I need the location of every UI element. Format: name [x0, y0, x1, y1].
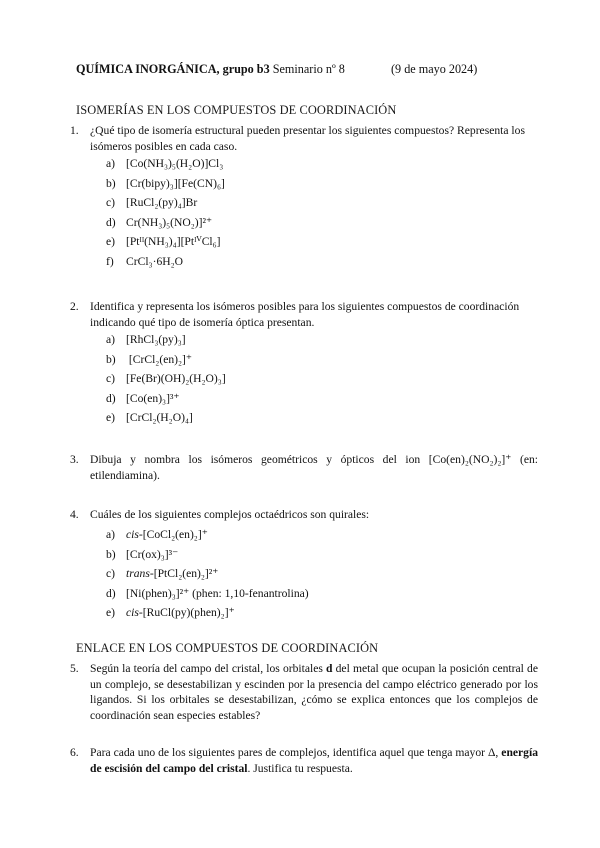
list-item [106, 389, 226, 409]
question-text-part: Para cada uno de los siguientes pares de complejos, identifica aquel que tenga mayor Δ, [90, 746, 502, 759]
list-item [106, 584, 309, 604]
question-text: Identifica y representa los isómeros posibles para los siguientes compuestos de coordinación indicando qué tipo de isomería óptica presentan. [90, 300, 520, 329]
item-formula: CrCl₃·6H₂O [126, 254, 184, 268]
list-item [106, 232, 225, 252]
question-text-bold: d [326, 662, 333, 675]
item-prefix: cis [126, 606, 139, 620]
list-item [106, 330, 226, 350]
list-item [106, 350, 226, 370]
question-2-items [106, 330, 226, 428]
question-number: 5. [70, 662, 79, 675]
question-1-items [106, 154, 225, 272]
item-formula: [Cr(ox)₃]³⁻ [126, 547, 179, 561]
item-label: a) [106, 157, 116, 170]
question-2 [70, 299, 538, 330]
item-label: e) [106, 606, 116, 620]
question-text: Cuáles de los siguientes complejos octaédricos son quirales: [90, 508, 370, 521]
item-formula: [Co(en)₃]³⁺ [126, 391, 180, 405]
question-number: 3. [70, 453, 79, 466]
question-text: ¿Qué tipo de isomería estructural pueden presentar los siguientes compuestos? Representa los isómeros posibles en cada caso. [90, 124, 525, 153]
item-label: c) [106, 372, 116, 386]
list-item [106, 213, 225, 233]
item-formula: [RuCl₂(py)₄]Br [126, 196, 198, 210]
question-1 [70, 123, 538, 154]
question-4 [70, 507, 538, 523]
item-formula: [Fe(Br)(OH)₂(H₂O)₃] [126, 372, 226, 386]
list-item [106, 603, 309, 623]
item-formula: [CrCl₂(H₂O)₄] [126, 411, 193, 425]
item-label: c) [106, 196, 116, 210]
item-label: b) [106, 352, 116, 366]
item-formula: -[RuCl(py)(phen)₂]⁺ [138, 606, 235, 620]
item-formula: [RhCl₃(py)₃] [126, 333, 186, 346]
item-formula: [CrCl₂(en)₂]⁺ [126, 352, 193, 366]
item-label: b) [106, 547, 116, 561]
item-label: e) [106, 411, 116, 425]
question-number: 6. [70, 746, 79, 759]
item-formula: [Co(NH₃)₅(H₂O)]Cl₃ [126, 157, 224, 170]
question-number: 1. [70, 124, 79, 137]
seminar-label: Seminario nº 8 [269, 62, 345, 76]
question-4-items [106, 525, 309, 623]
list-item [106, 525, 309, 545]
item-formula: [Ni(phen)₃]²⁺ (phen: 1,10-fenantrolina) [126, 586, 309, 600]
question-text: Dibuja y nombra los isómeros geométricos y ópticos del ion [Co(en)₂(NO₂)₂]⁺ (en: etilendiamina). [90, 453, 538, 482]
question-text [90, 661, 538, 723]
list-item [106, 252, 225, 272]
list-item [106, 408, 226, 428]
question-number: 2. [70, 300, 79, 313]
question-text [90, 745, 538, 776]
header-date: (9 de mayo 2024) [391, 62, 478, 76]
question-text-part: del metal que ocupan la posición central de un complejo, se desestabilizan y escinden por la presencia del campo eléctrico generado por los ligandos. Si los orbitales se desestabilizan, ¿cómo se explica entonces que los complejos de coordinación sean especies estables? [90, 662, 538, 722]
item-label: e) [106, 235, 116, 249]
list-item [106, 369, 226, 389]
item-formula: -[PtCl₂(en)₂]²⁺ [149, 567, 219, 581]
list-item [106, 193, 225, 213]
item-formula: [Cr(bipy)₃][Fe(CN)₆] [126, 176, 225, 190]
item-formula: Cr(NH₃)₅(NO₂)]²⁺ [126, 215, 213, 229]
item-formula: -[CoCl₂(en)₂]⁺ [138, 528, 208, 541]
course-title: QUÍMICA INORGÁNICA, grupo b3 [76, 62, 270, 76]
item-label: a) [106, 333, 116, 346]
item-label: d) [106, 586, 116, 600]
page-header [76, 62, 478, 77]
item-formula: [Ptᴵᴵ(NH₃)₄][PtᴵⱽCl₆] [126, 235, 221, 249]
question-number: 4. [70, 508, 79, 521]
item-label: f) [106, 254, 114, 268]
item-prefix: trans [126, 567, 150, 581]
list-item [106, 545, 309, 565]
list-item [106, 154, 225, 174]
question-text-part: . Justifica tu respuesta. [247, 761, 353, 775]
list-item [106, 174, 225, 194]
question-6 [70, 745, 538, 776]
item-label: a) [106, 528, 116, 541]
item-label: b) [106, 176, 116, 190]
question-5 [70, 661, 538, 723]
section-title-enlace: ENLACE EN LOS COMPUESTOS DE COORDINACIÓN [76, 641, 379, 655]
question-3 [70, 452, 538, 483]
item-label: d) [106, 391, 116, 405]
section-title-isomerias: ISOMERÍAS EN LOS COMPUESTOS DE COORDINACIÓN [76, 103, 397, 117]
question-text-part: Según la teoría del campo del cristal, los orbitales [90, 662, 327, 675]
list-item [106, 564, 309, 584]
item-label: c) [106, 567, 116, 581]
item-prefix: cis [126, 528, 139, 541]
question-text-bold: energía de escisión del campo del cristal [90, 746, 538, 775]
item-label: d) [106, 215, 116, 229]
